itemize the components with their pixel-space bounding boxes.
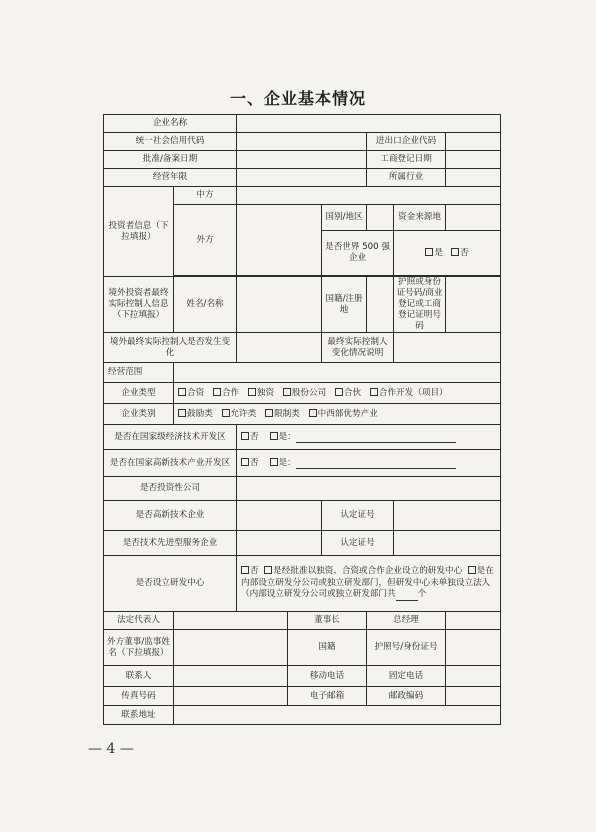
rd-approved-checkbox[interactable]	[264, 566, 272, 574]
service-cert-label: 认定证号	[322, 531, 394, 556]
type-option[interactable]: 合作	[213, 388, 239, 398]
enterprise-category-label: 企业类别	[104, 404, 174, 425]
no-label: 否	[460, 247, 469, 258]
rd-center-label: 是否设立研发中心	[104, 556, 237, 612]
company-name-field[interactable]	[237, 115, 501, 133]
rd-internal-checkbox[interactable]	[468, 566, 476, 574]
type-checkbox[interactable]	[370, 388, 378, 396]
page-title: 一、企业基本情况	[229, 89, 366, 108]
category-checkbox[interactable]	[265, 409, 273, 417]
legal-rep-field[interactable]	[174, 612, 288, 630]
fax-label: 传真号码	[104, 687, 174, 706]
devzone-no-checkbox[interactable]	[241, 432, 249, 440]
nationality-field[interactable]	[367, 277, 394, 333]
country-region-label: 国别/地区	[322, 205, 367, 231]
rd-approved-text: 是经批准以独资、合资或合作企业设立的研发中心	[273, 566, 463, 577]
devzone-yes-checkbox[interactable]	[270, 432, 278, 440]
postcode-label: 邮政编码	[367, 687, 446, 706]
fortune500-label: 是否世界 500 强企业	[322, 231, 394, 276]
industry-field[interactable]	[446, 169, 501, 187]
ie-code-field[interactable]	[446, 133, 501, 151]
capital-source-field[interactable]	[446, 205, 501, 231]
controller-info-label: 境外投资者最终实际控制人信息（下拉填报）	[104, 277, 174, 333]
credit-code-field[interactable]	[237, 133, 367, 151]
advanced-service-field[interactable]	[237, 531, 322, 556]
legal-rep-label: 法定代表人	[104, 612, 174, 630]
service-cert-field[interactable]	[394, 531, 501, 556]
htzone-name-line[interactable]	[296, 459, 456, 469]
national-devzone-field[interactable]: 否 是：	[237, 425, 501, 450]
controller-changed-label: 境外最终实际控制人是否发生变化	[104, 333, 237, 363]
category-option[interactable]: 限制类	[265, 409, 300, 419]
type-option[interactable]: 合作开发（项目）	[370, 388, 448, 398]
term-label: 经营年限	[104, 169, 237, 187]
type-checkbox[interactable]	[213, 388, 221, 396]
passport-id-field[interactable]	[446, 630, 501, 666]
hightech-cert-field[interactable]	[394, 501, 501, 531]
category-checkbox[interactable]	[222, 409, 230, 417]
page-number: — 4 —	[88, 741, 134, 757]
email-label: 电子邮箱	[288, 687, 367, 706]
chinese-party-field[interactable]	[237, 187, 501, 205]
approval-date-label: 批准/备案日期	[104, 151, 237, 169]
checkbox-no[interactable]	[451, 248, 459, 256]
rd-no-checkbox[interactable]	[241, 566, 249, 574]
category-checkbox[interactable]	[309, 409, 317, 417]
controller-change-desc-label: 最终实际控制人变化情况说明	[322, 333, 394, 363]
national-devzone-label: 是否在国家级经济技术开发区	[104, 425, 237, 450]
hightech-zone-label: 是否在国家高新技术产业开发区	[104, 450, 237, 477]
contact-field[interactable]	[174, 666, 288, 687]
passport-id-label: 护照号/身份证号	[367, 630, 446, 666]
rd-center-field: 否 是经批准以独资、合资或合作企业设立的研发中心 是在内部设立研发分公司或独立研发部门，但研发中心未单独设立法人（内部设立研发分公司或独立研发部门共 个	[237, 556, 501, 612]
contact-label: 联系人	[104, 666, 174, 687]
reg-date-label: 工商登记日期	[367, 151, 446, 169]
advanced-service-label: 是否技术先进型服务企业	[104, 531, 237, 556]
general-manager-label: 总经理	[367, 612, 446, 630]
fax-field[interactable]	[174, 687, 288, 706]
controller-change-desc-field[interactable]	[394, 333, 501, 363]
postcode-field[interactable]	[446, 687, 501, 706]
foreign-party-label: 外方	[174, 205, 237, 276]
investor-info-label: 投资者信息（下拉填报）	[104, 187, 174, 277]
controller-name-label: 姓名/名称	[174, 277, 237, 333]
foreign-party-field[interactable]	[237, 205, 322, 276]
hightech-zone-field[interactable]: 否 是：	[237, 450, 501, 477]
type-checkbox[interactable]	[178, 388, 186, 396]
rd-count-field[interactable]	[396, 591, 418, 601]
devzone-name-line[interactable]	[296, 433, 456, 443]
htzone-no-checkbox[interactable]	[241, 458, 249, 466]
enterprise-type-options	[174, 383, 501, 404]
fortune500-options[interactable]	[394, 231, 501, 276]
investment-company-label: 是否投资性公司	[104, 477, 237, 501]
term-field[interactable]	[237, 169, 367, 187]
approval-date-field[interactable]	[237, 151, 367, 169]
address-label: 联系地址	[104, 706, 174, 725]
mobile-label: 移动电话	[288, 666, 367, 687]
country-region-field[interactable]	[367, 205, 394, 231]
capital-source-label: 资金来源地	[394, 205, 446, 231]
controller-changed-field[interactable]	[237, 333, 322, 363]
credit-code-label: 统一社会信用代码	[104, 133, 237, 151]
industry-label: 所属行业	[367, 169, 446, 187]
type-checkbox[interactable]	[248, 388, 256, 396]
yes-label: 是	[434, 247, 443, 258]
enterprise-info-table	[103, 114, 501, 725]
type-option[interactable]: 合资	[178, 388, 204, 398]
landline-field[interactable]	[446, 666, 501, 687]
foreign-directors-field[interactable]	[174, 630, 288, 666]
company-name-label: 企业名称	[104, 115, 237, 133]
landline-label: 固定电话	[367, 666, 446, 687]
director-nationality-label: 国籍	[288, 630, 367, 666]
hightech-enterprise-label: 是否高新技术企业	[104, 501, 237, 531]
type-option[interactable]: 股份公司	[283, 388, 326, 398]
address-field[interactable]	[174, 706, 501, 725]
rd-internal-text: 是在内部设立研发分公司或独立研发部门，但研发中心未单独设立法人（内部设立研发分公司或独立研发部门共	[241, 566, 494, 600]
category-option[interactable]: 允许类	[222, 409, 257, 419]
category-option[interactable]: 鼓励类	[178, 409, 213, 419]
enterprise-category-options	[174, 404, 501, 425]
hightech-cert-label: 认定证号	[322, 501, 394, 531]
id-number-label: 护照或身份证号码/商业登记或工商登记证明号码	[394, 277, 446, 333]
type-checkbox[interactable]	[335, 388, 343, 396]
hightech-enterprise-field[interactable]	[237, 501, 322, 531]
reg-date-field[interactable]	[446, 151, 501, 169]
type-checkbox[interactable]	[283, 388, 291, 396]
type-option[interactable]: 独资	[248, 388, 274, 398]
investment-company-field[interactable]	[237, 477, 501, 501]
htzone-yes-checkbox[interactable]	[270, 458, 278, 466]
business-scope-label: 经营范围	[104, 363, 174, 383]
business-scope-field[interactable]	[174, 363, 501, 383]
chairman-label: 董事长	[288, 612, 367, 630]
general-manager-field[interactable]	[446, 612, 501, 630]
foreign-directors-label: 外方董事/监事姓名（下拉填报）	[104, 630, 174, 666]
ie-code-label: 进出口企业代码	[367, 133, 446, 151]
category-option[interactable]: 中西部优势产业	[309, 409, 378, 419]
category-checkbox[interactable]	[178, 409, 186, 417]
controller-name-field[interactable]	[237, 277, 322, 333]
enterprise-type-label: 企业类型	[104, 383, 174, 404]
checkbox-yes[interactable]	[425, 248, 433, 256]
type-option[interactable]: 合伙	[335, 388, 361, 398]
id-number-field[interactable]	[446, 277, 501, 333]
nationality-label: 国籍/注册地	[322, 277, 367, 333]
chinese-party-label: 中方	[174, 187, 237, 205]
